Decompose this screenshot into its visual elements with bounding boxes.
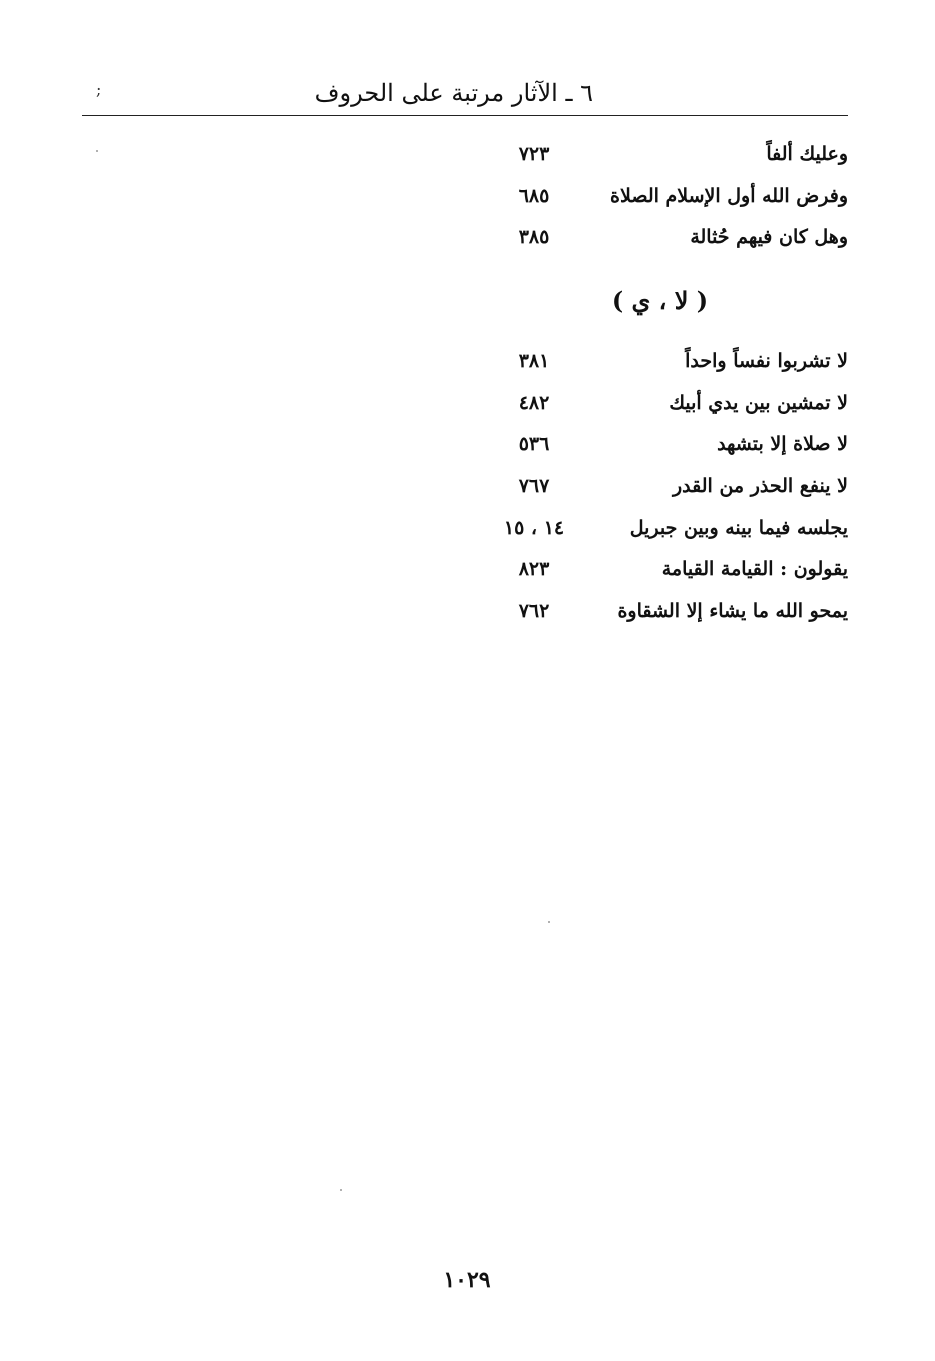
index-entry xyxy=(480,385,848,427)
page-header xyxy=(82,60,848,116)
entry-reference-number: ٨٢٣ xyxy=(518,558,550,581)
entry-text: وهل كان فيهم حُثالة xyxy=(690,226,848,249)
index-list-group-2 xyxy=(480,343,848,635)
entry-reference-number: ٥٣٦ xyxy=(518,433,550,456)
scan-speck xyxy=(96,150,98,152)
index-entry xyxy=(480,136,848,178)
entry-reference-number: ٧٦٧ xyxy=(518,475,550,498)
index-entry xyxy=(480,468,848,510)
index-entry xyxy=(480,426,848,468)
running-title: ٦ ـ الآثار مرتبة على الحروف xyxy=(314,79,593,107)
entry-reference-number: ١٤ ، ١٥ xyxy=(503,516,565,539)
entry-text: يمحو الله ما يشاء إلا الشقاوة xyxy=(617,600,848,623)
entry-text: وفرض الله أول الإسلام الصلاة xyxy=(610,184,848,207)
entry-reference-number: ٣٨١ xyxy=(518,350,550,372)
index-entry xyxy=(480,510,848,552)
scan-speck xyxy=(340,1189,342,1191)
entry-text: وعليك ألفاً xyxy=(766,143,848,165)
index-entry xyxy=(480,178,848,220)
section-heading: ( لا ، ي ) xyxy=(611,286,709,315)
index-list-group-1 xyxy=(480,136,848,261)
entry-reference-number: ٤٨٢ xyxy=(518,391,550,414)
entry-text: يقولون : القيامة القيامة xyxy=(661,558,848,581)
index-entry xyxy=(480,551,848,593)
entry-reference-number: ٦٨٥ xyxy=(518,184,550,207)
index-entry xyxy=(480,593,848,635)
index-entry xyxy=(480,343,848,385)
entry-reference-number: ٧٦٢ xyxy=(518,600,550,623)
entry-text: لا ينفع الحذر من القدر xyxy=(673,475,848,498)
entry-reference-number: ٧٢٣ xyxy=(518,143,550,165)
entry-reference-number: ٣٨٥ xyxy=(518,226,550,249)
page-number: ١٠٢٩ xyxy=(443,1267,491,1293)
entry-text: يجلسه فيما بينه وبين جبريل xyxy=(629,516,848,539)
entry-text: لا تشربوا نفساً واحداً xyxy=(685,350,848,372)
entry-text: لا تمشين بين يدي أبيك xyxy=(669,391,848,414)
index-entry xyxy=(480,219,848,261)
header-mark: ; xyxy=(96,80,102,99)
entry-text: لا صلاة إلا بتشهد xyxy=(717,433,848,456)
scan-speck xyxy=(548,921,550,923)
